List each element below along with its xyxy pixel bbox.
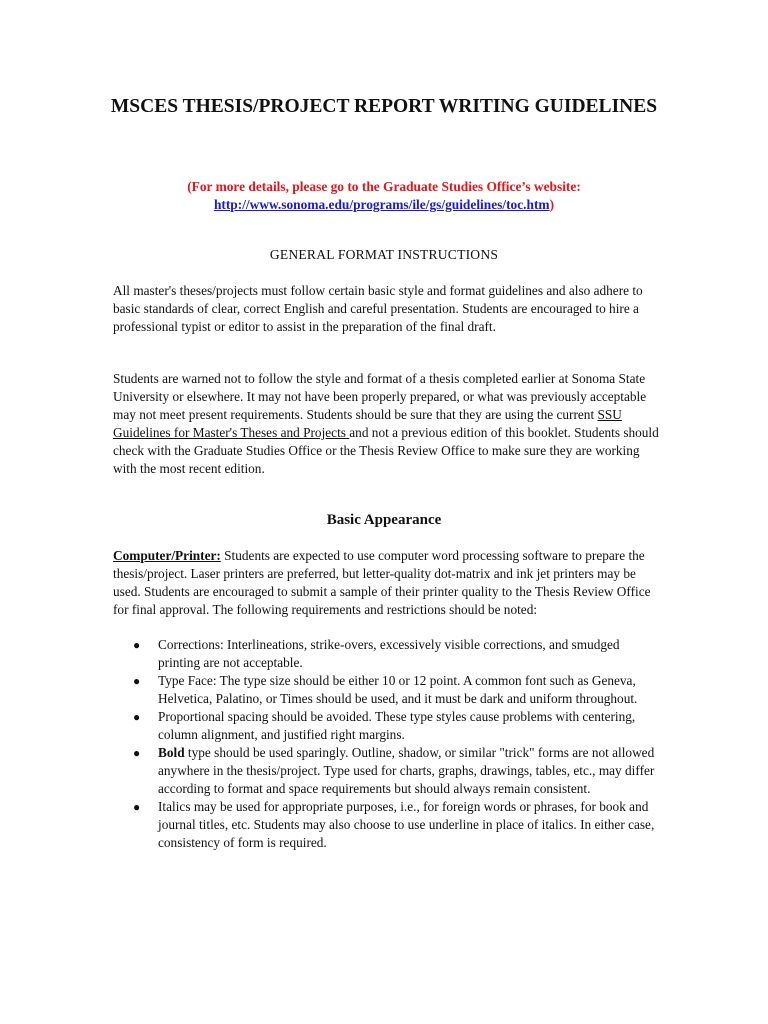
warning-text-end: and not a previous edition of this booklet. Students should check with the Graduate Studies Office or the Thesis Review Office to make sure they are working with the most recent edition. [113,425,659,476]
bullet-icon: ● [133,746,141,760]
ssu-guidelines-title: SSU Guidelines for Master's Theses and Projects [113,407,622,440]
list-item [113,636,661,672]
intro-paragraph: All master's theses/projects must follow certain basic style and format guidelines and also adhere to basic standards of clear, correct English and careful presentation. Students are encouraged to hire a professional typist or editor to assist in the preparation of the final draft. [113,283,643,334]
computer-printer-label: Computer/Printer: [113,548,221,563]
computer-printer-paragraph [113,547,661,619]
requirements-list [113,636,661,852]
details-note-text: (For more details, please go to the Graduate Studies Office’s website: [187,179,581,194]
warning-text-start: Students are warned not to follow the style and format of a thesis completed earlier at Sonoma State University or elsewhere. It may not have been properly prepared, or what was previously acceptable may not meet present requirements. Students should be sure that they are using the current [113,371,647,422]
guidelines-website-link[interactable]: http://www.sonoma.edu/programs/ile/gs/guidelines/toc.htm [213,197,550,212]
bullet-icon: ● [133,638,141,652]
bullet-icon: ● [133,800,141,814]
list-item [113,708,661,744]
list-item [113,744,661,798]
bold-item-text [158,745,654,796]
type-face-item-text: Type Face: The type size should be either 10 or 12 point. A common font such as Geneva, Helvetica, Palatino, or Times should be used, and it must be dark and uniform throughout. [158,673,638,706]
list-item [113,798,661,852]
general-format-heading: GENERAL FORMAT INSTRUCTIONS [269,247,499,262]
basic-appearance-heading: Basic Appearance [326,512,442,528]
bold-item-rest: type should be used sparingly. Outline, shadow, or similar "trick" forms are not allowed anywhere in the thesis/project. Type used for charts, graphs, drawings, tables, etc., may differ according to format and space requirements but should always remain consistent. [158,745,655,796]
warning-paragraph [113,370,661,478]
bold-word: Bold [158,745,185,760]
computer-printer-text: Students are expected to use computer word processing software to prepare the thesis/project. Laser printers are preferred, but letter-quality dot-matrix and ink jet printers may be used. Students are encouraged to submit a sample of their printer quality to the Thesis Review Office for final approval. The following requirements and restrictions should be noted: [113,548,651,617]
details-note [100,178,668,214]
details-note-close: ) [549,197,555,212]
bullet-icon: ● [133,710,141,724]
list-item [113,672,661,708]
document-title: MSCES THESIS/PROJECT REPORT WRITING GUIDELINES [110,96,658,117]
bullet-icon: ● [133,674,141,688]
italics-item-text: Italics may be used for appropriate purposes, i.e., for foreign words or phrases, for book and journal titles, etc. Students may also choose to use underline in place of italics. In either case, consistency of form is required. [158,799,655,850]
corrections-item-text: Corrections: Interlineations, strike-overs, excessively visible corrections, and smudged printing are not acceptable. [158,637,620,670]
proportional-spacing-item-text: Proportional spacing should be avoided. These type styles cause problems with centering, column alignment, and justified right margins. [158,709,636,742]
